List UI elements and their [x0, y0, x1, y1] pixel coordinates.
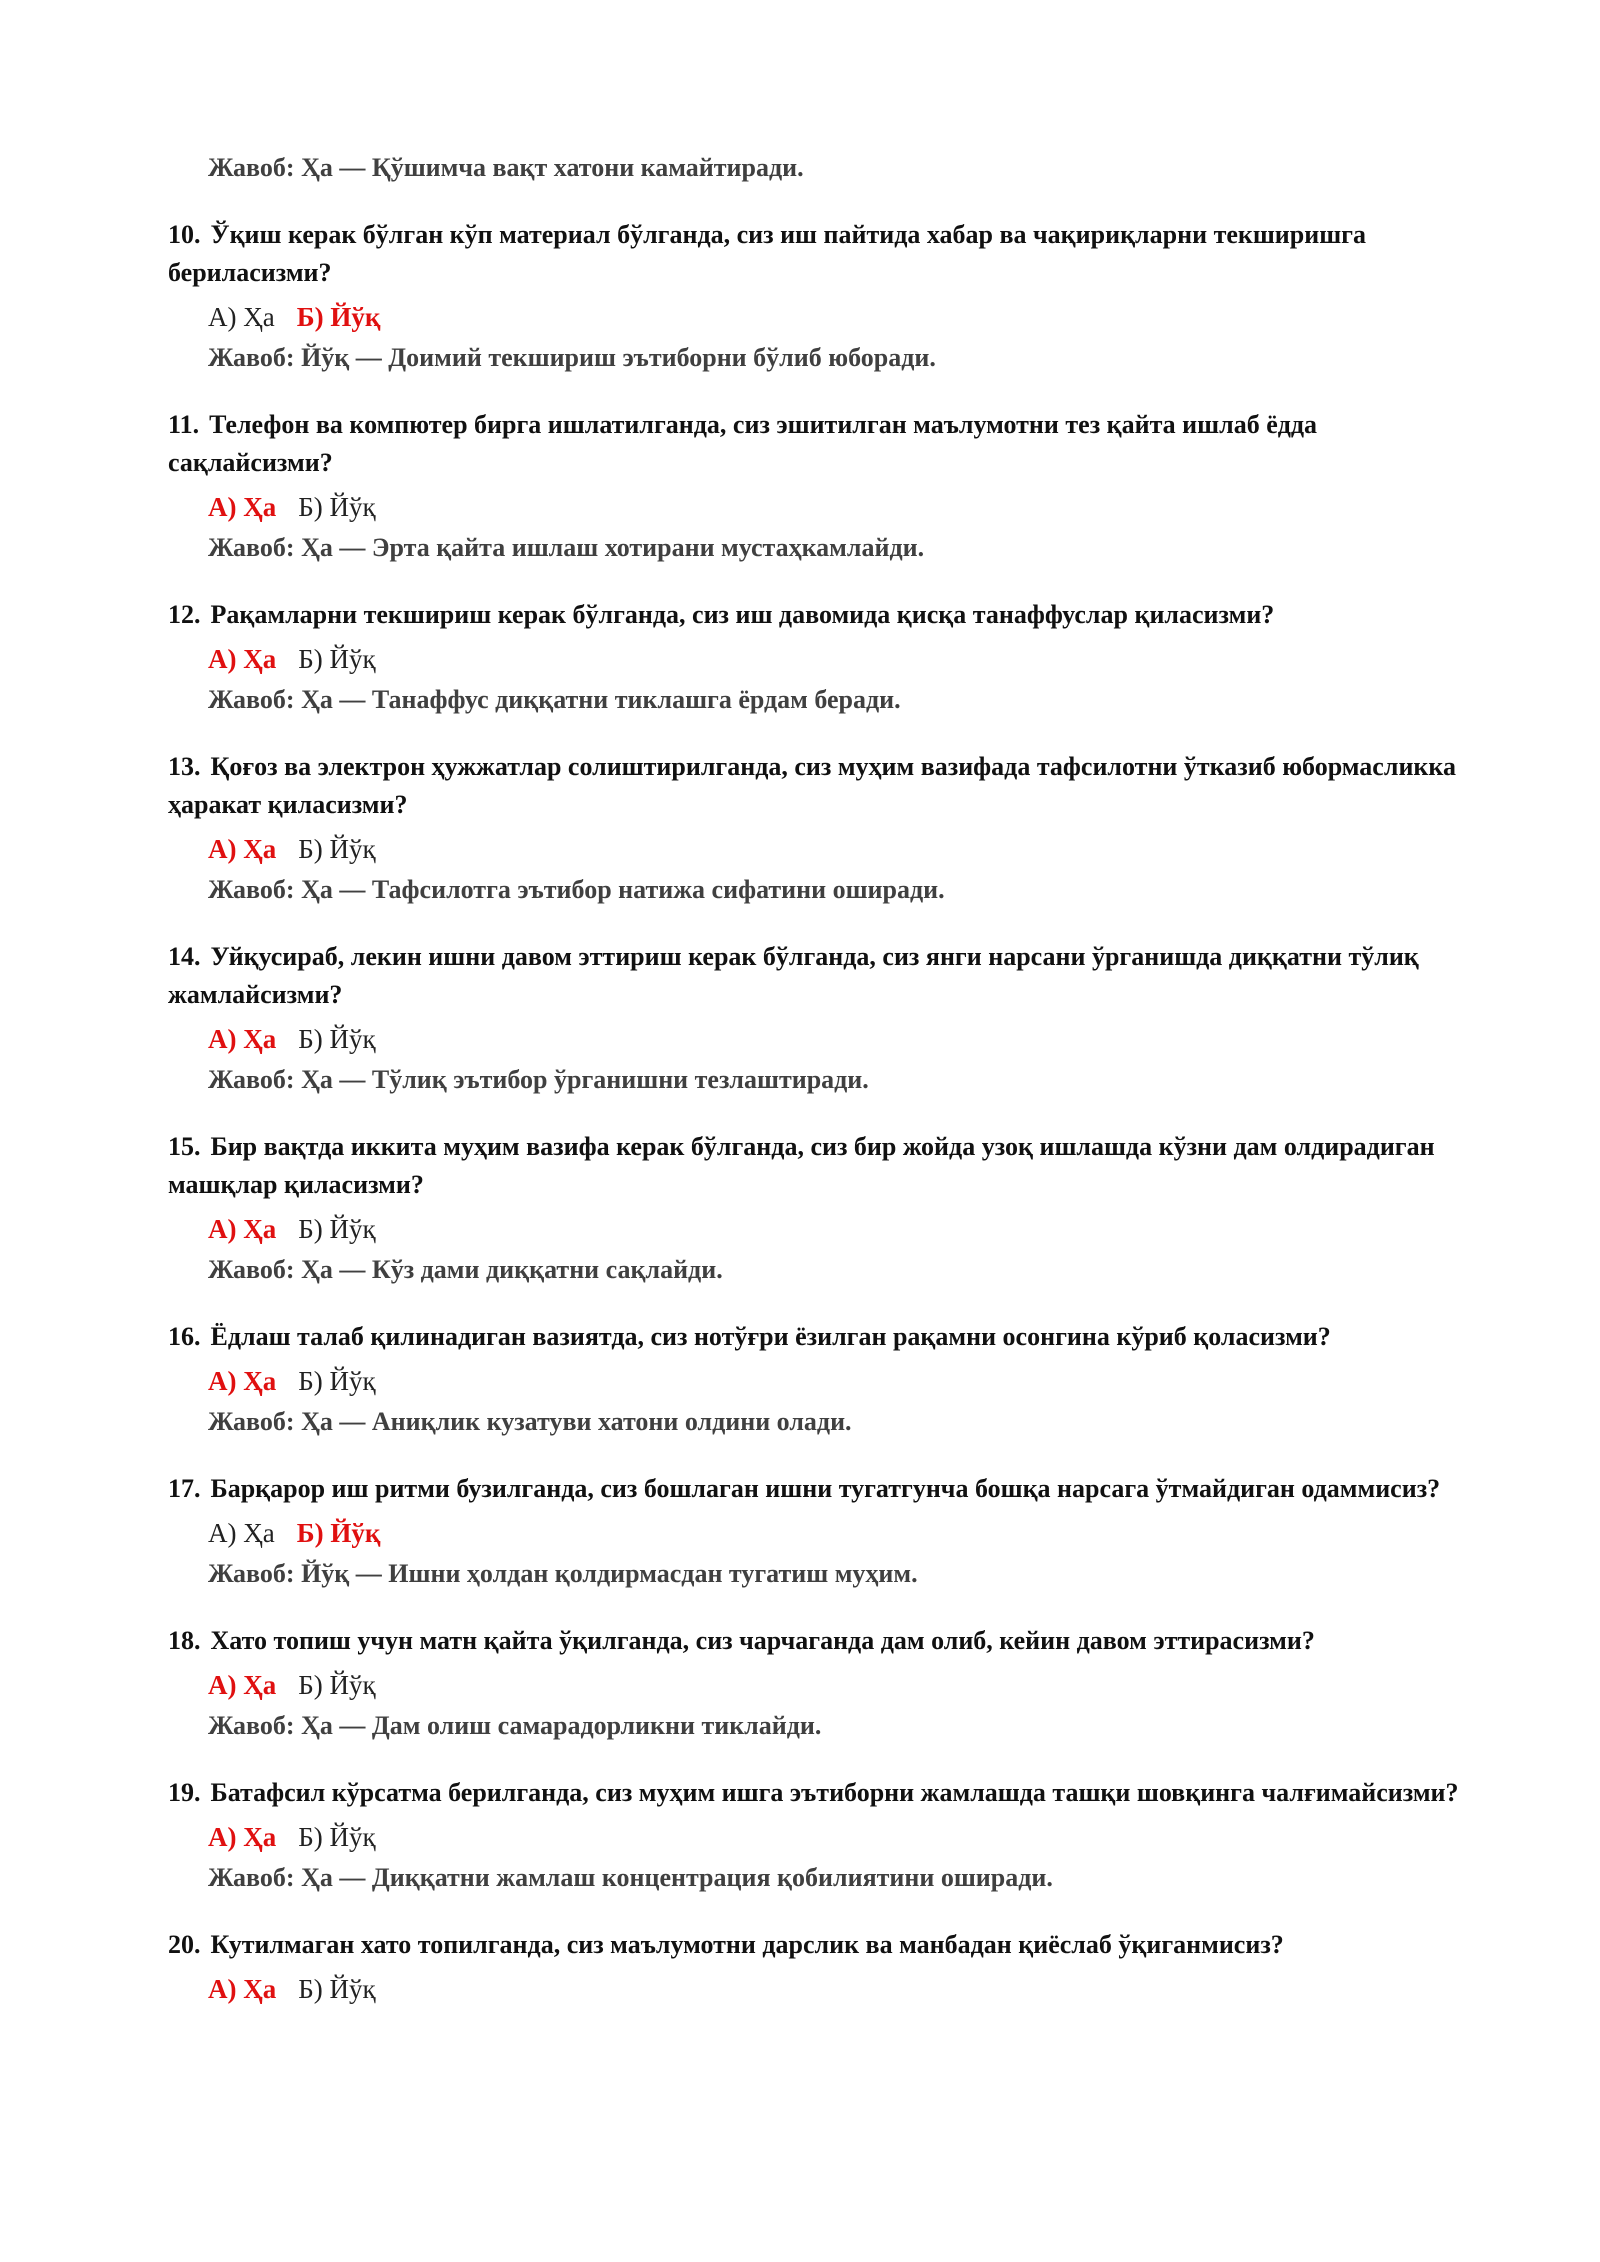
question-text [168, 596, 1468, 634]
question-text [168, 406, 1468, 482]
question-block [168, 1128, 1468, 1288]
answer-options [208, 298, 1468, 336]
question-number: 10. [168, 220, 201, 249]
answer-options [208, 640, 1468, 678]
answer-line: Жавоб: Йўқ — Ишни ҳолдан қолдирмасдан тугатиш муҳим. [208, 1559, 918, 1588]
question-body: Бир вақтда иккита муҳим вазифа керак бўлганда, сиз бир жойда узоқ ишлашда кўзни дам олдирадиган машқлар қиласизми? [168, 1132, 1435, 1199]
question-block [168, 1926, 1468, 2008]
question-text [168, 216, 1468, 292]
option-a: А) Ҳа [208, 1366, 277, 1396]
question-block [168, 1318, 1468, 1440]
answer-line: Жавоб: Ҳа — Аниқлик кузатуви хатони олдини олади. [208, 1407, 852, 1436]
question-body: Уйқусираб, лекин ишни давом эттириш керак бўлганда, сиз янги нарсани ўрганишда диққатни тўлиқ жамлайсизми? [168, 942, 1419, 1009]
question-number: 17. [168, 1474, 201, 1503]
option-a: А) Ҳа [208, 1518, 275, 1548]
option-a: А) Ҳа [208, 1214, 277, 1244]
answer-line: Жавоб: Ҳа — Диққатни жамлаш концентрация қобилиятини оширади. [208, 1863, 1053, 1892]
answer-options [208, 488, 1468, 526]
answer-line: Жавоб: Ҳа — Тўлиқ эътибор ўрганишни тезлаштиради. [208, 1065, 869, 1094]
option-a: А) Ҳа [208, 302, 275, 332]
question-text [168, 1774, 1468, 1812]
answer-line: Жавоб: Ҳа — Танаффус диққатни тиклашга ёрдам беради. [208, 685, 901, 714]
option-a: А) Ҳа [208, 492, 277, 522]
question-text [168, 1622, 1468, 1660]
option-b: Б) Йўқ [298, 1822, 376, 1852]
option-a: А) Ҳа [208, 1024, 277, 1054]
option-b: Б) Йўқ [298, 1366, 376, 1396]
question-number: 14. [168, 942, 201, 971]
option-b: Б) Йўқ [298, 644, 376, 674]
question-body: Кутилмаган хато топилганда, сиз маълумотни дарслик ва манбадан қиёслаб ўқиганмисиз? [210, 1930, 1284, 1959]
option-b: Б) Йўқ [298, 1024, 376, 1054]
answer-options [208, 1970, 1468, 2008]
question-body: Телефон ва компютер бирга ишлатилганда, сиз эшитилган маълумотни тез қайта ишлаб ёдда сақлайсизми? [168, 410, 1318, 477]
answer-options [208, 830, 1468, 868]
question-body: Ёдлаш талаб қилинадиган вазиятда, сиз нотўғри ёзилган рақамни осонгина кўриб қоласизми? [210, 1322, 1331, 1351]
answer-line: Жавоб: Ҳа — Тафсилотга эътибор натижа сифатини оширади. [208, 875, 945, 904]
answer-options [208, 1818, 1468, 1856]
option-b: Б) Йўқ [296, 1518, 381, 1548]
question-block [168, 1774, 1468, 1896]
option-a: А) Ҳа [208, 1974, 277, 2004]
question-body: Хато топиш учун матн қайта ўқилганда, сиз чарчаганда дам олиб, кейин давом эттирасизми? [210, 1626, 1315, 1655]
question-number: 16. [168, 1322, 201, 1351]
questionnaire-content [168, 150, 1468, 2008]
option-b: Б) Йўқ [298, 834, 376, 864]
option-b: Б) Йўқ [298, 1974, 376, 2004]
option-b: Б) Йўқ [298, 492, 376, 522]
question-text [168, 1128, 1468, 1204]
question-block [168, 1622, 1468, 1744]
question-block [168, 596, 1468, 718]
question-block [168, 1470, 1468, 1592]
question-number: 19. [168, 1778, 201, 1807]
question-number: 18. [168, 1626, 201, 1655]
question-text [168, 938, 1468, 1014]
option-a: А) Ҳа [208, 834, 277, 864]
question-body: Батафсил кўрсатма берилганда, сиз муҳим ишга эътиборни жамлашда ташқи шовқинга чалғимайсизми? [210, 1778, 1459, 1807]
option-b: Б) Йўқ [298, 1214, 376, 1244]
question-body: Ўқиш керак бўлган кўп материал бўлганда, сиз иш пайтида хабар ва чақириқларни текширишга бериласизми? [168, 220, 1366, 287]
question-body: Рақамларни текшириш керак бўлганда, сиз иш давомида қисқа танаффуслар қиласизми? [210, 600, 1275, 629]
question-number: 13. [168, 752, 201, 781]
question-body: Барқарор иш ритми бузилганда, сиз бошлаган ишни тугатгунча бошқа нарсага ўтмайдиган одаммисиз? [210, 1474, 1441, 1503]
question-text [168, 748, 1468, 824]
option-b: Б) Йўқ [296, 302, 381, 332]
question-block [168, 406, 1468, 566]
question-body: Қоғоз ва электрон ҳужжатлар солиштирилганда, сиз муҳим вазифада тафсилотни ўтказиб юбормасликка ҳаракат қиласизми? [168, 752, 1456, 819]
answer-line: Жавоб: Ҳа — Эрта қайта ишлаш хотирани мустаҳкамлайди. [208, 533, 925, 562]
answer-line: Жавоб: Ҳа — Кўз дами диққатни сақлайди. [208, 1255, 723, 1284]
answer-line: Жавоб: Йўқ — Доимий текшириш эътиборни бўлиб юборади. [208, 343, 936, 372]
answer-line: Жавоб: Ҳа — Қўшимча вақт хатони камайтиради. [208, 153, 804, 182]
question-block [168, 216, 1468, 376]
question-number: 20. [168, 1930, 201, 1959]
answer-options [208, 1666, 1468, 1704]
answer-options [208, 1514, 1468, 1552]
answer-line: Жавоб: Ҳа — Дам олиш самарадорликни тиклайди. [208, 1711, 822, 1740]
answer-options [208, 1362, 1468, 1400]
question-number: 12. [168, 600, 201, 629]
option-a: А) Ҳа [208, 644, 277, 674]
option-a: А) Ҳа [208, 1670, 277, 1700]
question-number: 11. [168, 410, 200, 439]
question-list [168, 216, 1468, 2008]
question-text [168, 1318, 1468, 1356]
question-text [168, 1926, 1468, 1964]
option-b: Б) Йўқ [298, 1670, 376, 1700]
answer-options [208, 1210, 1468, 1248]
question-text [168, 1470, 1468, 1508]
question-block [168, 748, 1468, 908]
answer-options [208, 1020, 1468, 1058]
question-number: 15. [168, 1132, 201, 1161]
question-block [168, 938, 1468, 1098]
option-a: А) Ҳа [208, 1822, 277, 1852]
